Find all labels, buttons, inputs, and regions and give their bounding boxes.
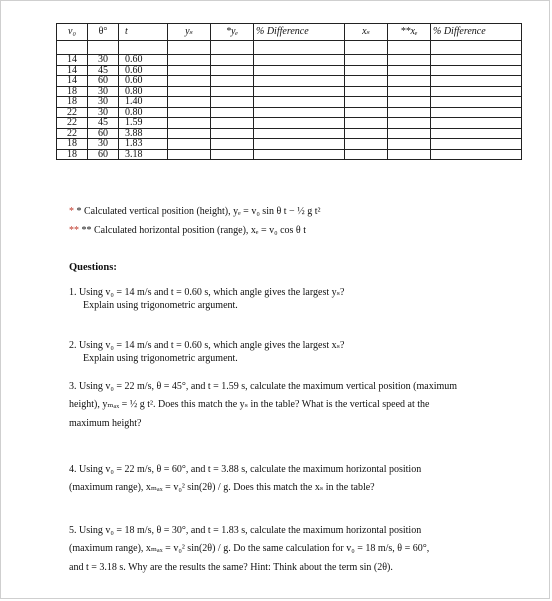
table-row [57, 118, 522, 129]
cell-empty [254, 97, 345, 108]
cell-empty [211, 118, 254, 129]
cell-empty [345, 86, 388, 97]
questions-heading: Questions: [69, 262, 117, 273]
cell-empty [431, 76, 522, 87]
cell-t: 3.88 [119, 128, 168, 139]
table-row [57, 76, 522, 87]
cell-v0: 22 [57, 118, 88, 129]
header-v0: v₀ [57, 24, 88, 41]
table-row [57, 86, 522, 97]
cell-empty [254, 128, 345, 139]
cell-empty [345, 128, 388, 139]
table-row [57, 128, 522, 139]
cell-empty [388, 149, 431, 160]
cell-v0: 22 [57, 107, 88, 118]
cell-empty [168, 97, 211, 108]
cell-empty [254, 55, 345, 66]
cell-empty [211, 86, 254, 97]
cell-t: 0.80 [119, 86, 168, 97]
header-theta: θ° [88, 24, 119, 41]
cell-empty [211, 55, 254, 66]
cell-empty [254, 86, 345, 97]
cell-t: 1.59 [119, 118, 168, 129]
cell-empty [388, 55, 431, 66]
cell-empty [211, 128, 254, 139]
cell-empty [168, 86, 211, 97]
cell-v0: 14 [57, 65, 88, 76]
table-row [57, 65, 522, 76]
cell-empty [345, 97, 388, 108]
cell-v0: 18 [57, 139, 88, 150]
cell-empty [345, 139, 388, 150]
cell-theta: 30 [88, 86, 119, 97]
cell-empty [211, 65, 254, 76]
cell-theta: 30 [88, 139, 119, 150]
double-asterisk-icon: ** [69, 225, 79, 236]
cell-empty [431, 118, 522, 129]
cell-empty [431, 149, 522, 160]
cell-theta: 30 [88, 97, 119, 108]
cell-empty [168, 149, 211, 160]
cell-empty [168, 55, 211, 66]
cell-v0: 14 [57, 55, 88, 66]
cell-empty [168, 139, 211, 150]
question-1: 1. Using v₀ = 14 m/s and t = 0.60 s, which angle gives the largest yₛ? Explain using trigonometric argument. [69, 287, 345, 311]
cell-empty [431, 139, 522, 150]
cell-empty [211, 139, 254, 150]
cell-theta: 60 [88, 76, 119, 87]
cell-v0: 14 [57, 76, 88, 87]
cell-empty [345, 55, 388, 66]
cell-t: 3.18 [119, 149, 168, 160]
cell-empty [345, 65, 388, 76]
cell-empty [388, 97, 431, 108]
table-row [57, 55, 522, 66]
cell-t: 0.60 [119, 55, 168, 66]
cell-t: 1.83 [119, 139, 168, 150]
vertical-formula-text: * Calculated vertical position (height), yₑ = v₀ sin θ t − ½ g t² [76, 206, 321, 217]
cell-empty [388, 65, 431, 76]
cell-empty [254, 139, 345, 150]
cell-empty [345, 149, 388, 160]
header-yc: *yₑ [211, 24, 254, 41]
cell-v0: 18 [57, 149, 88, 160]
header-t: t [119, 24, 168, 41]
cell-theta: 30 [88, 55, 119, 66]
cell-empty [431, 128, 522, 139]
cell-empty [211, 76, 254, 87]
cell-empty [168, 65, 211, 76]
question-5: 5. Using v₀ = 18 m/s, θ = 30°, and t = 1.83 s, calculate the maximum horizontal position (maximum range), xₘₐₓ = v₀² sin(2θ) / g. Do the same calculation for v₀ = 18 m/s, θ = 60°, and t = 3.18 s. Why are the results the same? Hint: Think about the term sin (2θ). [69, 525, 430, 573]
cell-empty [388, 107, 431, 118]
cell-t: 0.60 [119, 65, 168, 76]
horizontal-formula [69, 225, 306, 236]
question-2: 2. Using v₀ = 14 m/s and t = 0.60 s, which angle gives the largest xₛ? Explain using trigonometric argument. [69, 340, 345, 364]
cell-empty [431, 86, 522, 97]
cell-empty [345, 107, 388, 118]
cell-theta: 30 [88, 107, 119, 118]
cell-empty [388, 139, 431, 150]
header-xc: **xₑ [388, 24, 431, 41]
cell-empty [431, 55, 522, 66]
table-spacer-row [57, 41, 522, 55]
header-xs: xₛ [345, 24, 388, 41]
header-ys: yₛ [168, 24, 211, 41]
cell-empty [254, 107, 345, 118]
cell-empty [388, 118, 431, 129]
cell-t: 0.60 [119, 76, 168, 87]
horizontal-formula-text: ** Calculated horizontal position (range), xₑ = v₀ cos θ t [81, 225, 306, 236]
cell-empty [168, 118, 211, 129]
header-diff-x: % Difference [431, 24, 522, 41]
question-3: 3. Using v₀ = 22 m/s, θ = 45°, and t = 1.59 s, calculate the maximum vertical position (maximum height), yₘₐₓ = ½ g t². Does this match the yₛ in the table? What is the vertical speed at the maximum height? [69, 381, 458, 429]
cell-empty [168, 107, 211, 118]
table-header-row [57, 24, 522, 41]
cell-empty [345, 76, 388, 87]
cell-empty [388, 86, 431, 97]
header-diff-y: % Difference [254, 24, 345, 41]
cell-empty [211, 149, 254, 160]
cell-theta: 45 [88, 118, 119, 129]
cell-empty [345, 118, 388, 129]
cell-v0: 22 [57, 128, 88, 139]
table-row [57, 107, 522, 118]
cell-empty [254, 149, 345, 160]
cell-empty [388, 128, 431, 139]
cell-empty [168, 76, 211, 87]
cell-empty [431, 65, 522, 76]
cell-empty [431, 107, 522, 118]
table-row [57, 97, 522, 108]
cell-empty [388, 76, 431, 87]
cell-theta: 60 [88, 128, 119, 139]
cell-empty [431, 97, 522, 108]
cell-empty [211, 107, 254, 118]
cell-empty [254, 65, 345, 76]
cell-empty [211, 97, 254, 108]
cell-t: 0.80 [119, 107, 168, 118]
table-row [57, 139, 522, 150]
table-row [57, 149, 522, 160]
cell-v0: 18 [57, 97, 88, 108]
vertical-formula [69, 206, 320, 217]
cell-v0: 18 [57, 86, 88, 97]
data-table [56, 23, 522, 160]
cell-empty [254, 76, 345, 87]
cell-empty [168, 128, 211, 139]
cell-empty [254, 118, 345, 129]
cell-t: 1.40 [119, 97, 168, 108]
cell-theta: 45 [88, 65, 119, 76]
question-4: 4. Using v₀ = 22 m/s, θ = 60°, and t = 3.88 s, calculate the maximum horizontal position (maximum range), xₘₐₓ = v₀² sin(2θ) / g. Does this match the xₛ in the table? [69, 464, 422, 493]
cell-theta: 60 [88, 149, 119, 160]
asterisk-icon: * [69, 206, 74, 217]
